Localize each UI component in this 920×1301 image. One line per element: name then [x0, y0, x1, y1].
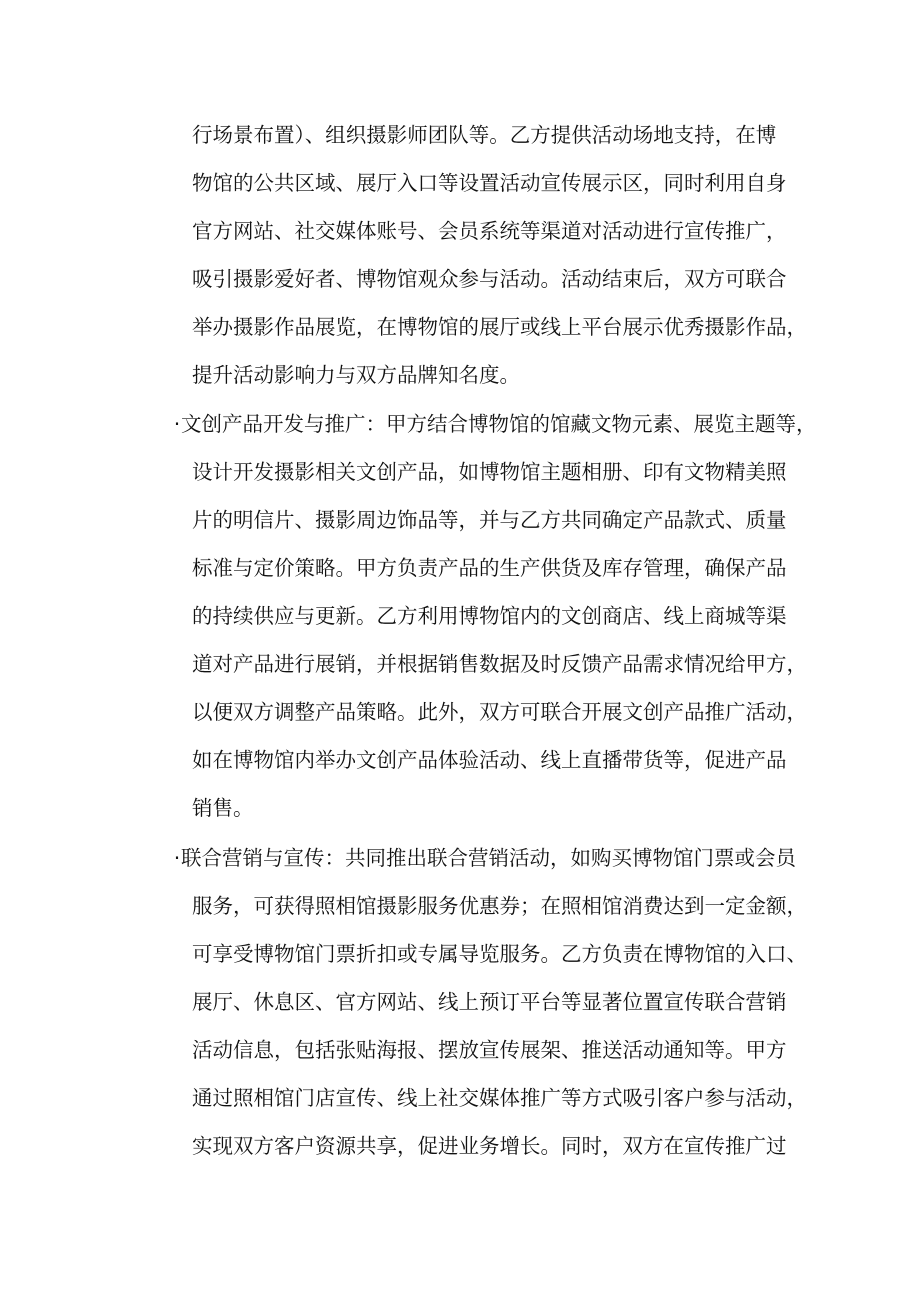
bullet-dot: ·	[173, 412, 181, 436]
text-line	[0, 505, 920, 535]
text-line	[0, 1131, 920, 1161]
paragraph-line: 官方网站、社交媒体账号、会员系统等渠道对活动进行宣传推广，	[192, 219, 787, 243]
paragraph-line: 的持续供应与更新。乙方利用博物馆内的文创商店、线上商城等渠	[192, 604, 787, 628]
bullet-dot: ·	[173, 846, 181, 870]
paragraph-line: 展厅、休息区、官方网站、线上预订平台等显著位置宣传联合营销	[192, 990, 787, 1014]
paragraph-line: 行场景布置）、组织摄影师团队等。乙方提供活动场地支持，在博	[192, 123, 777, 147]
paragraph-line: 吸引摄影爱好者、博物馆观众参与活动。活动结束后，双方可联合	[192, 267, 787, 291]
text-line	[0, 649, 920, 679]
paragraph-line: 活动信息，包括张贴海报、摆放宣传展架、推送活动通知等。甲方	[192, 1038, 787, 1062]
text-line	[0, 939, 920, 969]
paragraph-line: 以便双方调整产品策略。此外，双方可联合开展文创产品推广活动，	[192, 700, 807, 724]
paragraph-line: 提升活动影响力与双方品牌知名度。	[192, 363, 520, 387]
paragraph-line: 销售。	[192, 796, 254, 820]
text-line	[0, 216, 920, 246]
text-line	[0, 360, 920, 390]
text-line	[0, 745, 920, 775]
text-line	[0, 553, 920, 583]
paragraph-line: 举办摄影作品展览，在博物馆的展厅或线上平台展示优秀摄影作品，	[192, 315, 807, 339]
bullet-first-line: 文创产品开发与推广：甲方结合博物馆的馆藏文物元素、展览主题等，	[181, 412, 817, 436]
text-line	[0, 457, 920, 487]
text-line	[0, 987, 920, 1017]
text-line	[0, 793, 920, 823]
paragraph-line: 标准与定价策略。甲方负责产品的生产供货及库存管理，确保产品	[192, 556, 787, 580]
paragraph-line: 片的明信片、摄影周边饰品等，并与乙方共同确定产品款式、质量	[192, 508, 787, 532]
paragraph-line: 道对产品进行展销，并根据销售数据及时反馈产品需求情况给甲方，	[192, 652, 807, 676]
text-line	[0, 312, 920, 342]
text-line	[0, 120, 920, 150]
bullet-item-joint-marketing	[0, 843, 920, 873]
text-line	[0, 697, 920, 727]
paragraph-line: 通过照相馆门店宣传、线上社交媒体推广等方式吸引客户参与活动，	[192, 1086, 807, 1110]
paragraph-line: 服务，可获得照相馆摄影服务优惠券；在照相馆消费达到一定金额，	[192, 894, 807, 918]
bullet-first-line: 联合营销与宣传：共同推出联合营销活动，如购买博物馆门票或会员	[181, 846, 796, 870]
text-line	[0, 1035, 920, 1065]
paragraph-line: 如在博物馆内举办文创产品体验活动、线上直播带货等，促进产品	[192, 748, 787, 772]
paragraph-line: 设计开发摄影相关文创产品，如博物馆主题相册、印有文物精美照	[192, 460, 787, 484]
text-line	[0, 264, 920, 294]
paragraph-line: 可享受博物馆门票折扣或专属导览服务。乙方负责在博物馆的入口、	[192, 942, 807, 966]
paragraph-line: 实现双方客户资源共享，促进业务增长。同时，双方在宣传推广过	[192, 1134, 787, 1158]
text-line	[0, 168, 920, 198]
bullet-item-cultural-products	[0, 409, 920, 439]
paragraph-line: 物馆的公共区域、展厅入口等设置活动宣传展示区，同时利用自身	[192, 171, 787, 195]
text-line	[0, 891, 920, 921]
text-line	[0, 1083, 920, 1113]
text-line	[0, 601, 920, 631]
